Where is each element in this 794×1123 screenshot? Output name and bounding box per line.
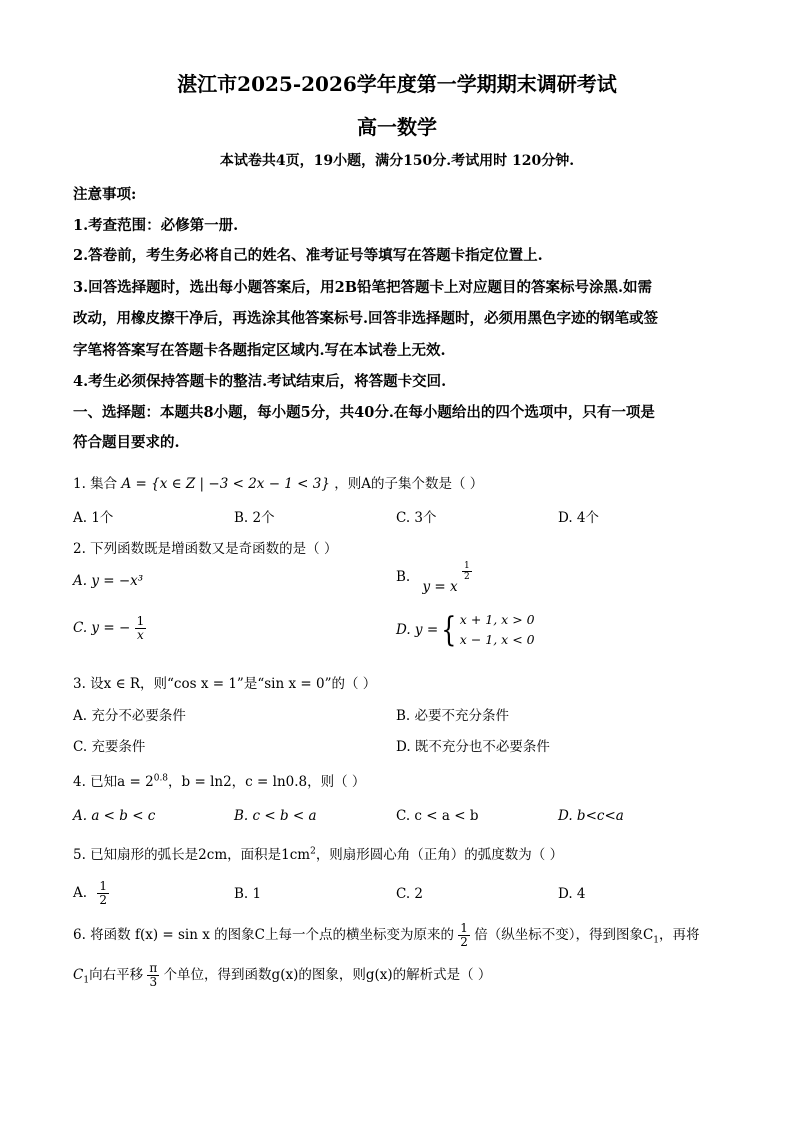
question-1-option-d: D. 4个 bbox=[558, 510, 600, 526]
fraction-numerator: π bbox=[149, 961, 158, 975]
question-2-option-b-label: B. bbox=[396, 569, 411, 585]
question-3-option-c: C. 充要条件 bbox=[73, 739, 146, 755]
left-brace-icon: { bbox=[441, 610, 457, 650]
case-2: x − 1, x < 0 bbox=[459, 632, 535, 647]
question-1-option-b: B. 2个 bbox=[234, 510, 275, 526]
question-5-suffix: ，则扇形圆心角（正角）的弧度数为（ ） bbox=[315, 847, 564, 863]
question-4-option-c: C. c < a < b bbox=[396, 808, 479, 824]
question-1-set: A = {x ∈ Z | −3 < 2x − 1 < 3} bbox=[121, 476, 330, 492]
fraction-denominator: 3 bbox=[149, 975, 158, 989]
question-2-option-d-wrap bbox=[396, 610, 535, 650]
case-1: x + 1, x > 0 bbox=[459, 612, 535, 627]
question-3-option-a: A. 充分不必要条件 bbox=[73, 708, 186, 724]
question-5-option-b: B. 1 bbox=[234, 886, 262, 902]
section-1-heading: 一、选择题：本题共8小题，每小题5分，共40分.在每小题给出的四个选项中，只有一项是 bbox=[73, 404, 655, 421]
question-4-stem bbox=[73, 770, 365, 790]
exam-info: 本试卷共4页，19小题，满分150分.考试用时 120分钟. bbox=[219, 153, 575, 169]
question-2-option-d bbox=[396, 610, 535, 650]
section-1-heading-cont: 符合题目要求的. bbox=[73, 434, 180, 451]
question-6-half-fraction bbox=[458, 922, 470, 949]
question-5-option-a-label: A. bbox=[73, 885, 88, 901]
fraction-numerator: 1 bbox=[460, 921, 468, 935]
note-item-3-line-1: 3.回答选择题时，选出每小题答案后，用2B铅笔把答题卡上对应题目的答案标号涂黑.如需 bbox=[73, 279, 653, 296]
note-item-3-line-2: 改动，用橡皮擦干净后，再选涂其他答案标号.回答非选择题时，必须用黑色字迹的钢笔或签 bbox=[73, 310, 659, 327]
question-2-option-d-cases bbox=[460, 610, 535, 650]
question-2-option-c bbox=[73, 615, 146, 642]
question-2-option-a: A. y = −x³ bbox=[73, 573, 144, 589]
fraction-denominator: x bbox=[136, 628, 144, 642]
exponent-numerator: 1 bbox=[463, 561, 470, 571]
question-4-exponent: 0.8 bbox=[153, 773, 169, 784]
question-2-option-d-label: D. y = bbox=[396, 622, 439, 638]
question-6-subscript-1: 1 bbox=[653, 935, 660, 946]
fraction-denominator: 2 bbox=[460, 935, 468, 949]
question-6-part-b: 倍（纵坐标不变），得到图象C bbox=[474, 927, 654, 943]
exam-title: 湛江市2025-2026学年度第一学期期末调研考试 bbox=[177, 72, 617, 96]
question-5-option-d: D. 4 bbox=[558, 886, 586, 902]
question-1-option-c: C. 3个 bbox=[396, 510, 437, 526]
question-6-part-c: ，再将 bbox=[659, 927, 700, 943]
notes-heading: 注意事项: bbox=[73, 186, 137, 203]
note-item-3-line-3: 字笔将答案写在答题卡各题指定区域内.写在本试卷上无效. bbox=[73, 342, 446, 359]
question-2-option-c-label: C. y = − bbox=[73, 620, 131, 636]
question-6-c1-label: C bbox=[73, 967, 84, 983]
question-5-prefix: 5. 已知扇形的弧长是2cm，面积是1cm bbox=[73, 847, 311, 863]
question-1-prefix: 1. 集合 bbox=[73, 476, 118, 492]
question-1-stem bbox=[73, 472, 483, 492]
question-4-suffix: ，b = ln2，c = ln0.8，则（ ） bbox=[168, 774, 366, 790]
question-2-option-c-fraction bbox=[135, 615, 147, 642]
question-3-option-d: D. 既不充分也不必要条件 bbox=[396, 739, 550, 755]
exponent-denominator: 2 bbox=[463, 572, 470, 582]
fraction-numerator: 1 bbox=[136, 614, 145, 628]
question-6-part-e: 个单位，得到函数g(x)的图象，则g(x)的解析式是（ ） bbox=[163, 967, 492, 983]
fraction-numerator: 1 bbox=[99, 879, 107, 893]
question-5-option-a-fraction bbox=[97, 880, 109, 907]
note-item-2: 2.答卷前，考生务必将自己的姓名、准考证号等填写在答题卡指定位置上. bbox=[73, 247, 543, 264]
fraction-denominator: 2 bbox=[99, 893, 107, 907]
question-5-option-a bbox=[73, 880, 109, 907]
question-4-option-b: B. c < b < a bbox=[234, 808, 317, 824]
question-1-option-a: A. 1个 bbox=[73, 510, 114, 526]
question-4-prefix: 4. 已知a = 2 bbox=[73, 774, 154, 790]
question-2-stem: 2. 下列函数既是增函数又是奇函数的是（ ） bbox=[73, 541, 338, 557]
note-item-1: 1.考查范围：必修第一册. bbox=[73, 217, 239, 234]
question-6-line-1 bbox=[73, 922, 700, 949]
question-6-part-a: 6. 将函数 f(x) = sin x 的图象C上每一个点的横坐标变为原来的 bbox=[73, 927, 454, 943]
question-3-stem: 3. 设x ∈ R，则“cos x = 1”是“sin x = 0”的（ ） bbox=[73, 676, 377, 692]
question-5-exponent: 2 bbox=[310, 846, 316, 857]
question-3-option-b: B. 必要不充分条件 bbox=[396, 708, 510, 724]
note-item-4: 4.考生必须保持答题卡的整洁.考试结束后，将答题卡交回. bbox=[73, 373, 447, 390]
question-6-pi-fraction bbox=[147, 962, 159, 989]
question-6-line-2 bbox=[73, 962, 491, 989]
exam-subtitle: 高一数学 bbox=[357, 115, 437, 139]
question-2-option-b bbox=[396, 561, 472, 595]
question-4-option-d: D. b<c<a bbox=[558, 808, 624, 824]
question-2-option-b-expr: y = x bbox=[422, 579, 458, 595]
question-6-subscript-2: 1 bbox=[83, 975, 90, 986]
question-5-stem bbox=[73, 843, 563, 863]
question-2-option-b-exponent bbox=[462, 561, 472, 582]
question-5-option-c: C. 2 bbox=[396, 886, 424, 902]
question-1-suffix: ，则A的子集个数是（ ） bbox=[334, 476, 484, 492]
question-4-option-a: A. a < b < c bbox=[73, 808, 156, 824]
question-6-part-d: 向右平移 bbox=[89, 967, 144, 983]
